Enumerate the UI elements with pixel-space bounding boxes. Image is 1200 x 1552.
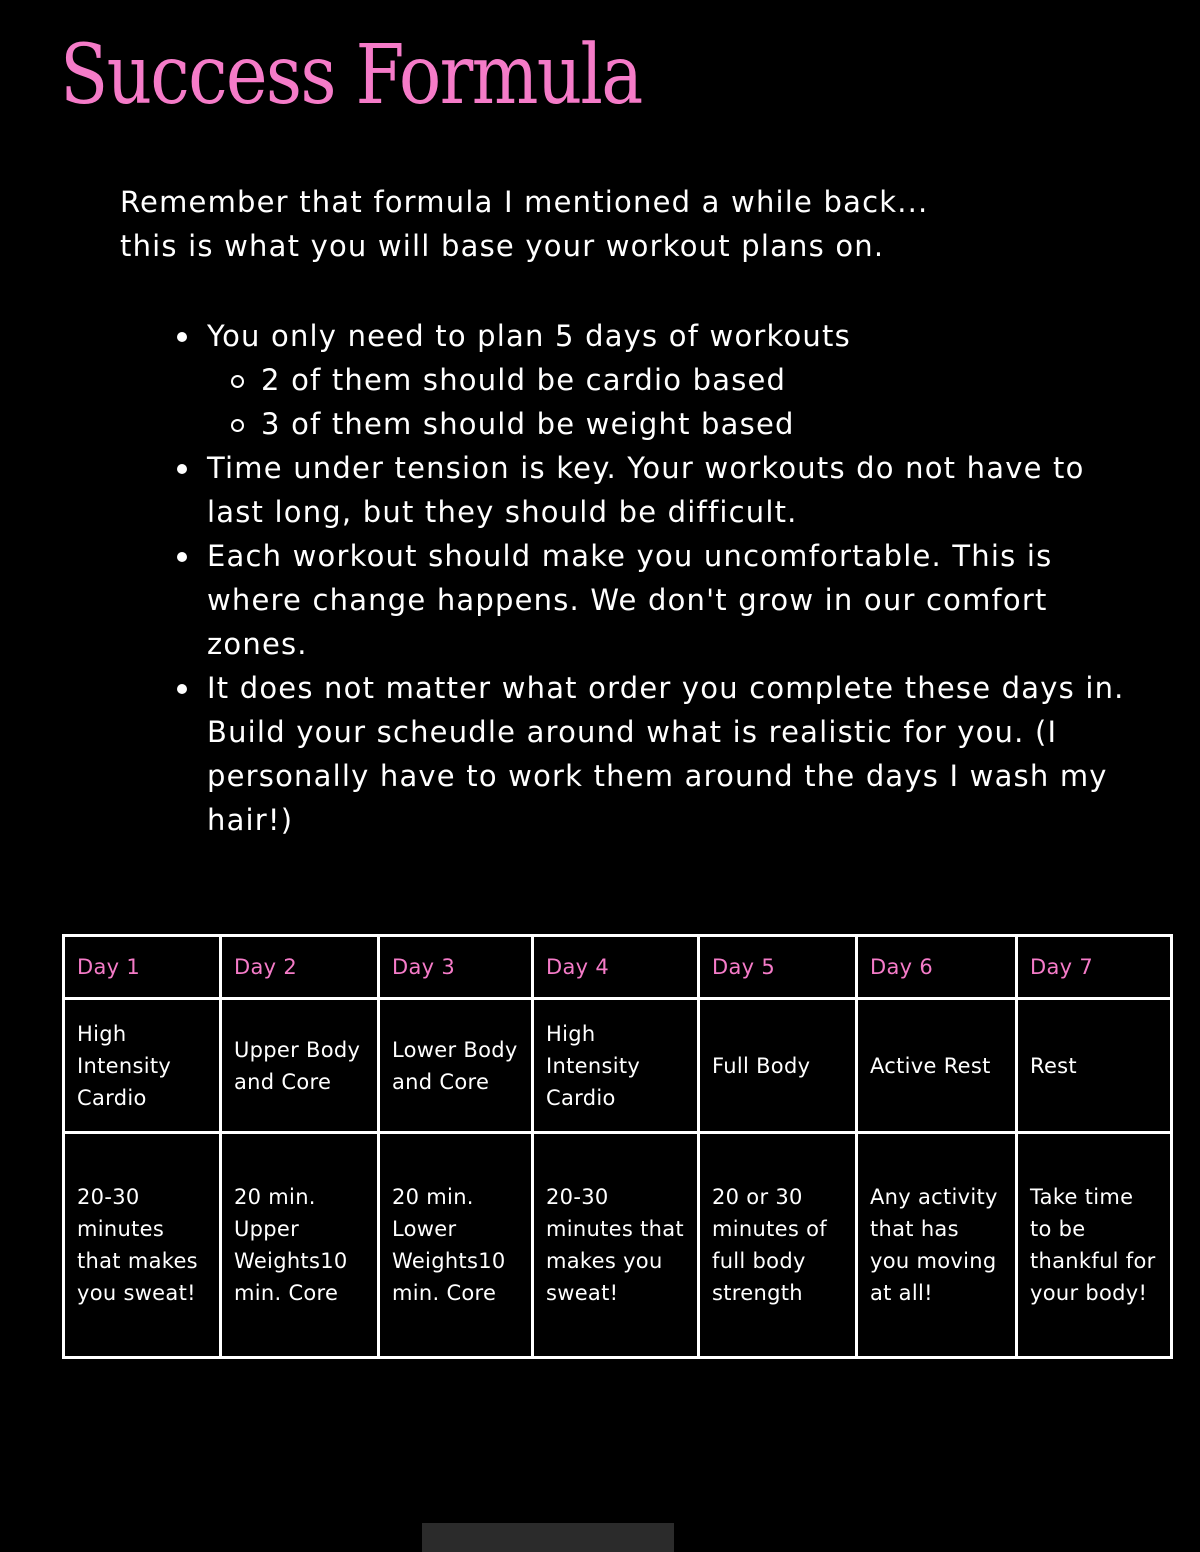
bullet-list (207, 314, 1127, 842)
bottom-bar (422, 1523, 674, 1552)
workout-type-cell: Active Rest (857, 999, 1017, 1133)
workout-detail-row (64, 1133, 1172, 1358)
day-header-cell: Day 5 (699, 936, 857, 999)
page-title: Success Formula (60, 28, 642, 123)
intro-line: this is what you will base your workout plans on. (120, 229, 885, 263)
workout-type-cell: Upper Body and Core (221, 999, 379, 1133)
bullet-item: Time under tension is key. Your workouts do not have to last long, but they should be difficult. (207, 446, 1127, 534)
workout-detail-cell: 20-30 minutes that makes you sweat! (64, 1133, 221, 1358)
workout-type-cell: High Intensity Cardio (533, 999, 699, 1133)
workout-type-cell: Full Body (699, 999, 857, 1133)
workout-type-cell: High Intensity Cardio (64, 999, 221, 1133)
workout-schedule-table (62, 934, 1173, 1359)
workout-detail-cell: 20 or 30 minutes of full body strength (699, 1133, 857, 1358)
bullet-item: It does not matter what order you complete these days in. Build your scheudle around what is realistic for you. (I personally have to work them around the days I wash my hair!) (207, 666, 1127, 842)
bullet-item (207, 314, 1127, 446)
day-header-cell: Day 3 (379, 936, 533, 999)
workout-type-cell: Rest (1017, 999, 1172, 1133)
workout-detail-cell: Any activity that has you moving at all! (857, 1133, 1017, 1358)
header-row (64, 936, 1172, 999)
workout-detail-cell: 20 min. Upper Weights10 min. Core (221, 1133, 379, 1358)
bullet-text: You only need to plan 5 days of workouts (207, 319, 851, 353)
sub-bullet-item: 3 of them should be weight based (261, 402, 1127, 446)
day-header-cell: Day 2 (221, 936, 379, 999)
sub-bullet-item: 2 of them should be cardio based (261, 358, 1127, 402)
workout-detail-cell: 20-30 minutes that makes you sweat! (533, 1133, 699, 1358)
day-header-cell: Day 7 (1017, 936, 1172, 999)
workout-detail-cell: 20 min. Lower Weights10 min. Core (379, 1133, 533, 1358)
day-header-cell: Day 4 (533, 936, 699, 999)
workout-type-cell: Lower Body and Core (379, 999, 533, 1133)
workout-detail-cell: Take time to be thankful for your body! (1017, 1133, 1172, 1358)
intro-text (120, 180, 1120, 268)
intro-line: Remember that formula I mentioned a while back... (120, 185, 929, 219)
day-header-cell: Day 6 (857, 936, 1017, 999)
day-header-cell: Day 1 (64, 936, 221, 999)
workout-type-row (64, 999, 1172, 1133)
bullet-item: Each workout should make you uncomfortable. This is where change happens. We don't grow in our comfort zones. (207, 534, 1127, 666)
